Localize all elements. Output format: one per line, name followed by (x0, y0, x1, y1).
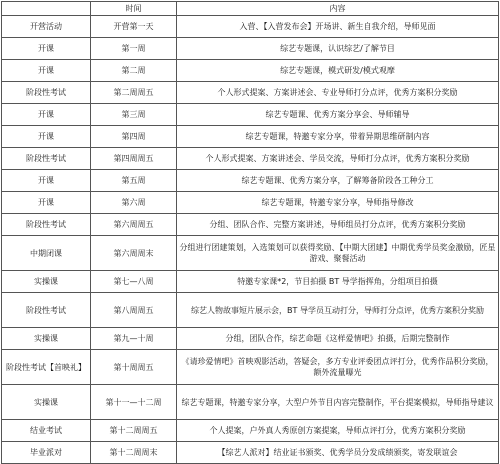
table-row (2, 271, 499, 293)
row-type: 实操课 (2, 328, 91, 350)
header-time: 时间 (91, 2, 177, 16)
row-type: 开课 (2, 126, 91, 148)
row-content: 分组进行团建策划，入选策划可以获得奖励、【中期大团建】中期优秀学员奖金激励，匠星游戏、聚餐活动 (177, 236, 499, 271)
row-type: 开课 (2, 60, 91, 82)
row-time: 第十二周周五 (91, 420, 177, 442)
row-content: 综艺专题课，特邀专家分享，导师指导修改 (177, 192, 499, 214)
table-row (2, 82, 499, 104)
row-content: 综艺专题课，特邀专家分享，带着异期思维研制内容 (177, 126, 499, 148)
row-content: 综艺专题课、优秀方案分享，了解筹备阶段各工种分工 (177, 170, 499, 192)
row-time: 第二周 (91, 60, 177, 82)
table-row (2, 104, 499, 126)
row-time: 第十二周周末 (91, 442, 177, 464)
row-type: 阶段性考试 (2, 214, 91, 236)
row-content: 综艺专题课，模式研发/模式观摩 (177, 60, 499, 82)
row-type: 开课 (2, 104, 91, 126)
row-time: 第九—十周 (91, 328, 177, 350)
table-row (2, 38, 499, 60)
row-content: 入营、【入营发布会】开场讲、新生自我介绍，导师见面 (177, 16, 499, 38)
row-type: 阶段性考试 (2, 82, 91, 104)
row-time: 第二周周五 (91, 82, 177, 104)
table-row (2, 60, 499, 82)
table-row (2, 148, 499, 170)
row-type: 开课 (2, 38, 91, 60)
row-content: 分组，团队合作，综艺命题《这样爱情吧》拍摄，后期完整制作 (177, 328, 499, 350)
row-time: 第八周周五 (91, 293, 177, 328)
row-content: 个人形式提案、方案讲述会、专业导师打分点评，优秀方案积分奖励 (177, 82, 499, 104)
header-type (2, 2, 91, 16)
schedule-table (1, 1, 499, 464)
row-time: 第十一—十二周 (91, 385, 177, 420)
table-row (2, 214, 499, 236)
row-type: 实操课 (2, 385, 91, 420)
row-type: 实操课 (2, 271, 91, 293)
row-content: 综艺人物故事短片展示会，BT 导学员互动打分，导师打分点评，优秀方案积分奖励 (177, 293, 499, 328)
row-content: 综艺专题课，特邀专家分享，大型户外节目内容完整制作，平台提案模拟，导师指导建议 (177, 385, 499, 420)
row-content: 分组、团队合作、完整方案讲述，导师组员打分点评，优秀方案积分奖励 (177, 214, 499, 236)
row-type: 开课 (2, 192, 91, 214)
schedule-table-wrapper (1, 1, 499, 464)
table-row (2, 442, 499, 464)
row-content: 《请珍爱情吧》首映观影活动，答疑会，多方专业评委团点评打分，优秀作品积分奖励，额外流量曝光 (177, 350, 499, 385)
row-time: 第三周 (91, 104, 177, 126)
row-type: 阶段性考试【首映礼】 (2, 350, 91, 385)
row-time: 第七—八周 (91, 271, 177, 293)
table-header-row (2, 2, 499, 16)
row-time: 第五周 (91, 170, 177, 192)
row-time: 第六周 (91, 192, 177, 214)
table-row (2, 385, 499, 420)
row-time: 第四周周五 (91, 148, 177, 170)
row-type: 结业考试 (2, 420, 91, 442)
row-time: 第六周周末 (91, 236, 177, 271)
row-type: 毕业派对 (2, 442, 91, 464)
row-time: 第十周周五 (91, 350, 177, 385)
row-time: 第六周周五 (91, 214, 177, 236)
table-row (2, 126, 499, 148)
row-time: 第一周 (91, 38, 177, 60)
table-row (2, 293, 499, 328)
row-content: 特邀专家课*2，节目拍摄 BT 导学指挥角，分组项目拍摄 (177, 271, 499, 293)
row-time: 第四周 (91, 126, 177, 148)
row-time: 开营第一天 (91, 16, 177, 38)
row-type: 开课 (2, 170, 91, 192)
row-type: 阶段性考试 (2, 293, 91, 328)
row-type: 阶段性考试 (2, 148, 91, 170)
row-type: 开营活动 (2, 16, 91, 38)
table-row (2, 170, 499, 192)
row-content: 综艺专题课、优秀方案分享会、导师辅导 (177, 104, 499, 126)
table-row (2, 420, 499, 442)
table-row (2, 192, 499, 214)
table-row (2, 236, 499, 271)
row-content: 综艺专题课，认识综艺/了解节目 (177, 38, 499, 60)
header-content: 内容 (177, 2, 499, 16)
table-row (2, 350, 499, 385)
table-row (2, 328, 499, 350)
row-content: 个人提案，户外真人秀原创方案提案，导师点评打分，优秀方案积分奖励 (177, 420, 499, 442)
row-content: 【综艺人派对】结业证书颁奖、优秀学员分发成绩颁奖，寄发联谊会 (177, 442, 499, 464)
table-row (2, 16, 499, 38)
row-content: 个人形式提案、方案讲述会、学员交流，导师打分点评，优秀方案积分奖励 (177, 148, 499, 170)
row-type: 中期闭课 (2, 236, 91, 271)
